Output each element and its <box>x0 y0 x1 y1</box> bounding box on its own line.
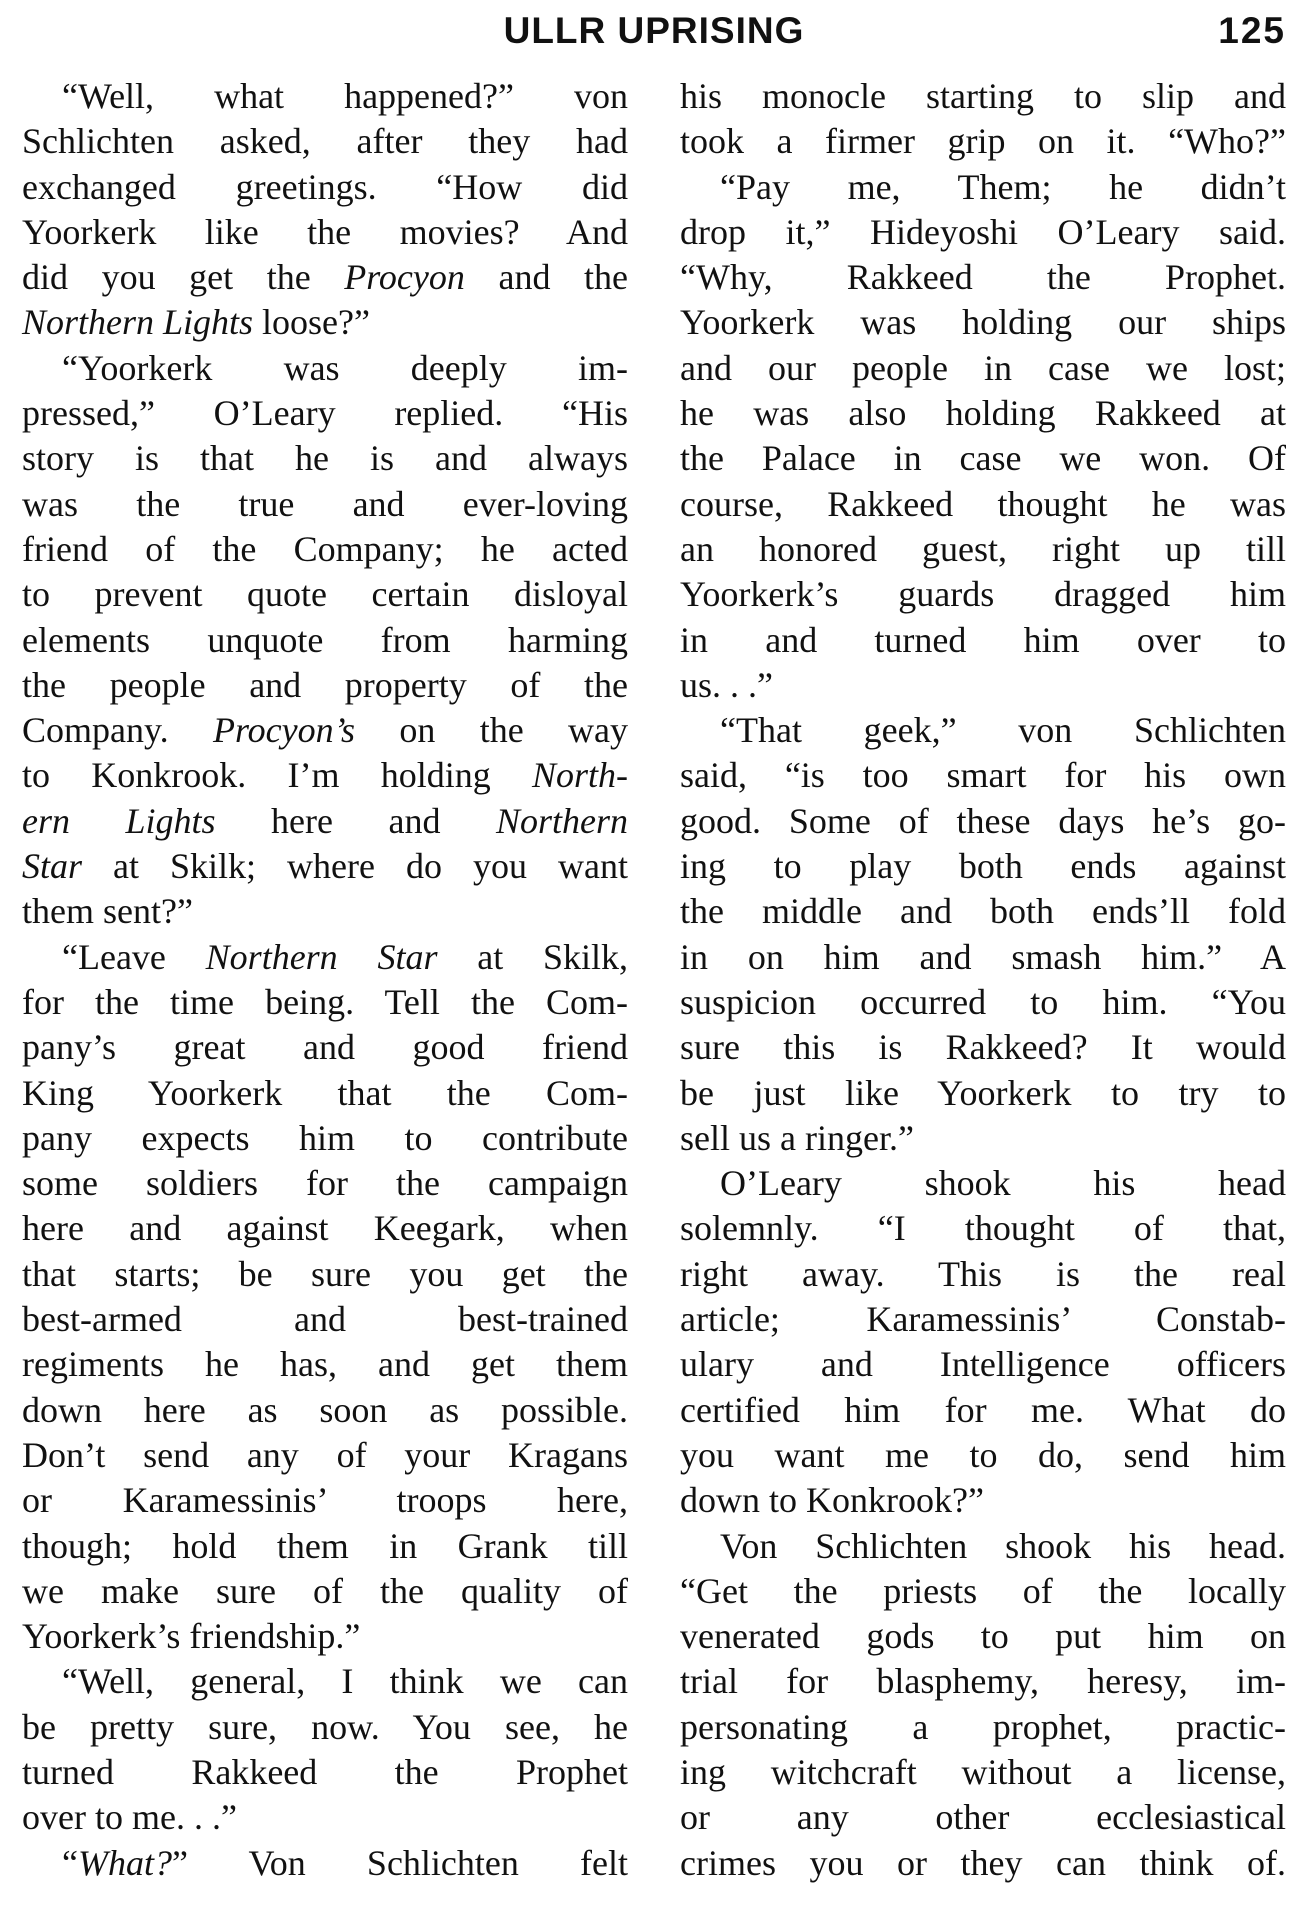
right-column-line-14: us. . .” <box>680 664 773 705</box>
right-column-line-22: sure this is Rakkeed? It would <box>680 1027 1286 1068</box>
left-column-line-36: “Well, general, I think we can <box>62 1661 628 1702</box>
right-column-line-12: Yoorkerk’s guards dragged him <box>680 574 1286 615</box>
left-column-line-29: regiments he has, and get them <box>22 1344 628 1385</box>
right-column-line-21: suspicion occurred to him. “You <box>680 981 1286 1022</box>
left-column-line-3: exchanged greetings. “How did <box>22 166 628 207</box>
right-column-line-24: sell us a ringer.” <box>680 1117 914 1158</box>
right-column-line-32: down to Konkrook?” <box>680 1480 984 1521</box>
right-column-line-19: the middle and both ends’ll fold <box>680 891 1286 932</box>
left-column-line-20: “Leave Northern Star at Skilk, <box>62 936 628 977</box>
left-column-line-28: best-armed and best-trained <box>22 1299 628 1340</box>
left-column-line-9: story is that he is and always <box>22 438 628 479</box>
right-column-line-1: his monocle starting to slip and <box>680 76 1286 116</box>
right-column-line-4: drop it,” Hideyoshi O’Leary said. <box>680 211 1286 252</box>
right-column-line-20: in on him and smash him.” A <box>680 936 1286 977</box>
right-column-line-33: Von Schlichten shook his head. <box>720 1525 1286 1566</box>
right-column-line-28: article; Karamessinis’ Constab- <box>680 1299 1286 1340</box>
left-column-line-35: Yoorkerk’s friendship.” <box>22 1616 361 1657</box>
right-column-line-39: or any other ecclesiastical <box>680 1797 1286 1838</box>
left-column-line-30: down here as soon as possible. <box>22 1389 628 1430</box>
right-column-line-30: certified him for me. What do <box>680 1389 1286 1430</box>
left-column-line-23: King Yoorkerk that the Com- <box>22 1072 628 1113</box>
right-column-line-29: ulary and Intelligence officers <box>680 1344 1286 1385</box>
right-column-line-17: good. Some of these days he’s go- <box>680 800 1286 841</box>
right-column-line-40: crimes you or they can think of. <box>680 1842 1286 1883</box>
left-column-line-6: Northern Lights loose?” <box>22 302 370 343</box>
right-column-line-10: course, Rakkeed thought he was <box>680 483 1286 524</box>
left-column-line-32: or Karamessinis’ troops here, <box>22 1480 628 1521</box>
left-column-line-31: Don’t send any of your Kragans <box>22 1434 628 1475</box>
left-column-line-11: friend of the Company; he acted <box>22 528 628 569</box>
left-column-line-16: to Konkrook. I’m holding North- <box>22 755 628 796</box>
running-title: ULLR UPRISING <box>503 10 805 51</box>
left-column-line-10: was the true and ever-loving <box>22 483 628 524</box>
left-column-line-40: “What?” Von Schlichten felt <box>62 1842 628 1883</box>
page-header <box>22 10 1286 60</box>
right-column-line-34: “Get the priests of the locally <box>680 1570 1286 1611</box>
left-column-line-2: Schlichten asked, after they had <box>22 121 628 162</box>
right-column-line-23: be just like Yoorkerk to try to <box>680 1072 1286 1113</box>
left-column-line-7: “Yoorkerk was deeply im- <box>62 347 628 388</box>
left-column-line-27: that starts; be sure you get the <box>22 1253 628 1294</box>
right-column-line-27: right away. This is the real <box>680 1253 1286 1294</box>
right-column-line-6: Yoorkerk was holding our ships <box>680 302 1286 343</box>
right-column-line-8: he was also holding Rakkeed at <box>680 393 1286 434</box>
left-column-line-4: Yoorkerk like the movies? And <box>22 211 628 252</box>
left-column-line-13: elements unquote from harming <box>22 619 628 660</box>
page-number: 125 <box>1218 10 1286 51</box>
left-column-line-37: be pretty sure, now. You see, he <box>22 1706 628 1747</box>
left-column-line-21: for the time being. Tell the Com- <box>22 981 628 1022</box>
left-column-line-39: over to me. . .” <box>22 1797 237 1838</box>
right-column-line-36: trial for blasphemy, heresy, im- <box>680 1661 1286 1702</box>
left-column-line-34: we make sure of the quality of <box>22 1570 628 1611</box>
left-column-line-19: them sent?” <box>22 891 193 932</box>
right-column-line-2: took a firmer grip on it. “Who?” <box>680 121 1286 162</box>
right-column-line-11: an honored guest, right up till <box>680 528 1286 569</box>
left-column-line-5: did you get the Procyon and the <box>22 257 628 298</box>
right-column <box>680 74 1286 1886</box>
right-column-line-13: in and turned him over to <box>680 619 1286 660</box>
right-column-line-31: you want me to do, send him <box>680 1434 1286 1475</box>
left-column-line-8: pressed,” O’Leary replied. “His <box>22 393 628 434</box>
right-column-line-37: personating a prophet, practic- <box>680 1706 1286 1747</box>
right-column-line-25: O’Leary shook his head <box>720 1163 1286 1204</box>
left-column-line-1: “Well, what happened?” von <box>62 76 628 116</box>
left-column-line-17: ern Lights here and Northern <box>22 800 628 841</box>
left-column-line-18: Star at Skilk; where do you want <box>22 846 628 887</box>
right-column-line-35: venerated gods to put him on <box>680 1616 1286 1657</box>
right-column-line-5: “Why, Rakkeed the Prophet. <box>680 257 1286 298</box>
left-column-line-22: pany’s great and good friend <box>22 1027 628 1068</box>
right-column-line-15: “That geek,” von Schlichten <box>720 710 1286 751</box>
left-column-line-24: pany expects him to contribute <box>22 1117 628 1158</box>
right-column-line-18: ing to play both ends against <box>680 846 1286 887</box>
right-column-line-3: “Pay me, Them; he didn’t <box>720 166 1286 207</box>
left-column-line-25: some soldiers for the campaign <box>22 1163 628 1204</box>
right-column-line-26: solemnly. “I thought of that, <box>680 1208 1286 1249</box>
right-column-line-7: and our people in case we lost; <box>680 347 1286 388</box>
left-column-line-38: turned Rakkeed the Prophet <box>22 1751 628 1792</box>
left-column-line-33: though; hold them in Grank till <box>22 1525 628 1566</box>
left-column-line-26: here and against Keegark, when <box>22 1208 628 1249</box>
right-column-line-9: the Palace in case we won. Of <box>680 438 1286 479</box>
left-column-line-12: to prevent quote certain disloyal <box>22 574 628 615</box>
right-column-line-16: said, “is too smart for his own <box>680 755 1286 796</box>
left-column-line-14: the people and property of the <box>22 664 628 705</box>
left-column-line-15: Company. Procyon’s on the way <box>22 710 628 751</box>
right-column-line-38: ing witchcraft without a license, <box>680 1751 1286 1792</box>
left-column <box>22 74 628 1886</box>
